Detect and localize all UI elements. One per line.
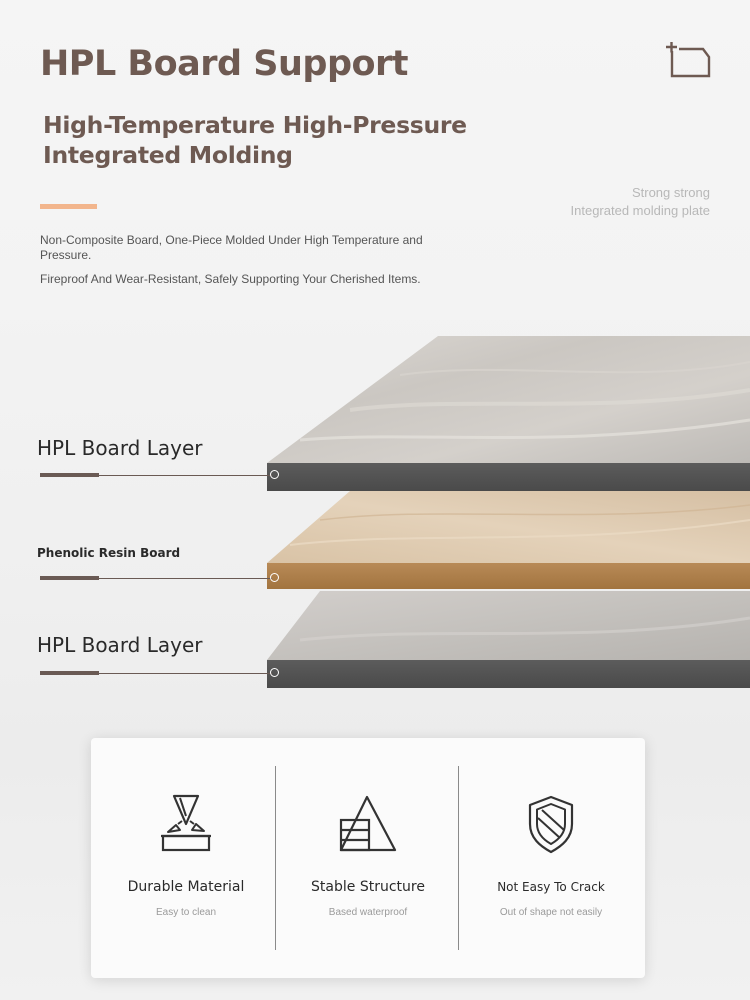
layer-label-hpl-top: HPL Board Layer bbox=[37, 436, 203, 460]
hpl-bottom-edge bbox=[267, 660, 750, 688]
tagline-line-1: Strong strong bbox=[631, 185, 710, 200]
shield-icon bbox=[526, 794, 576, 854]
phenolic-edge bbox=[267, 563, 750, 589]
tagline-line-2: Integrated molding plate bbox=[570, 203, 710, 218]
feature-durable-material bbox=[94, 738, 278, 978]
features-card bbox=[91, 738, 645, 978]
leader-line-1 bbox=[40, 475, 272, 476]
leader-line-3 bbox=[40, 673, 272, 674]
feature-stable-structure bbox=[276, 738, 460, 978]
phenolic-surface bbox=[267, 491, 750, 563]
subtitle-line-1: High-Temperature High-Pressure bbox=[43, 111, 467, 139]
board-illustration bbox=[0, 320, 750, 740]
layer-label-phenolic: Phenolic Resin Board bbox=[37, 546, 181, 560]
leader-dot-2 bbox=[270, 573, 279, 582]
description-para-1: Non-Composite Board, One-Piece Molded Under High Temperature and Pressure. bbox=[40, 233, 423, 262]
layer-label-hpl-bottom: HPL Board Layer bbox=[37, 633, 203, 657]
leader-dot-3 bbox=[270, 668, 279, 677]
accent-bar bbox=[40, 204, 97, 209]
feature-subtitle: Based waterproof bbox=[328, 907, 408, 918]
hpl-top-edge bbox=[267, 463, 750, 491]
feature-not-easy-to-crack bbox=[459, 738, 643, 978]
leader-line-2 bbox=[40, 578, 272, 579]
feature-subtitle: Easy to clean bbox=[155, 907, 217, 918]
frame-plus-icon bbox=[664, 40, 712, 80]
hpl-bottom-surface bbox=[267, 591, 750, 660]
feature-title: Durable Material bbox=[127, 879, 245, 895]
page-subtitle bbox=[43, 110, 467, 170]
laser-cut-icon bbox=[158, 794, 214, 854]
subtitle-line-2: Integrated Molding bbox=[43, 141, 293, 169]
description-para-2: Fireproof And Wear-Resistant, Safely Supporting Your Cherished Items. bbox=[40, 272, 421, 286]
page-title: HPL Board Support bbox=[40, 44, 409, 84]
stacked-triangle-icon bbox=[337, 794, 399, 856]
feature-title: Not Easy To Crack bbox=[497, 880, 605, 894]
tagline bbox=[571, 184, 710, 220]
feature-subtitle: Out of shape not easily bbox=[499, 907, 603, 918]
feature-title: Stable Structure bbox=[311, 879, 425, 895]
leader-dot-1 bbox=[270, 470, 279, 479]
